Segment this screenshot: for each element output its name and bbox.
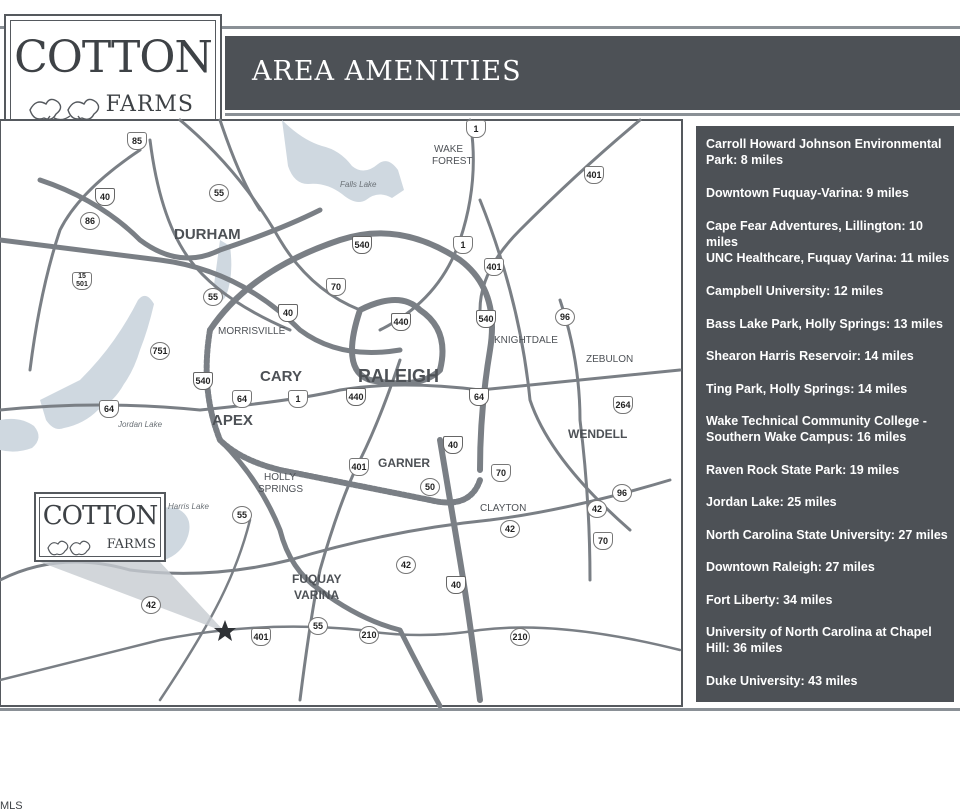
- route-shield: 40: [446, 576, 466, 594]
- route-shield: 55: [203, 288, 223, 306]
- amenity-item: Campbell University: 12 miles: [706, 284, 884, 298]
- mini-logo-subtitle: FARMS: [106, 537, 156, 552]
- amenity-item: Raven Rock State Park: 19 miles: [706, 463, 900, 477]
- amenity-item: Wake Technical Community College - Southern Wake Campus: 16 miles: [706, 414, 927, 444]
- city-wake-forest-1: WAKE: [434, 144, 464, 155]
- amenities-panel: [686, 120, 960, 706]
- city-wendell: WENDELL: [568, 427, 628, 441]
- city-apex: APEX: [212, 412, 253, 429]
- city-zebulon: ZEBULON: [586, 354, 634, 365]
- city-holly-1: HOLLY: [264, 472, 297, 483]
- map-location-logo: [34, 492, 166, 562]
- route-shield: 55: [308, 617, 328, 635]
- route-shield: 540: [476, 310, 496, 328]
- route-shield: 401: [584, 166, 604, 184]
- route-shield: 96: [612, 484, 632, 502]
- water-harris-lake: Harris Lake: [168, 502, 209, 511]
- route-shield: 540: [193, 372, 213, 390]
- route-shield: 401: [251, 628, 271, 646]
- city-fuquay-1: FUQUAY: [292, 572, 342, 586]
- route-shield: 42: [396, 556, 416, 574]
- mls-watermark: MLS: [0, 800, 23, 812]
- route-shield: 15 501: [72, 272, 92, 290]
- logo-name: COTTON: [14, 32, 212, 83]
- city-cary: CARY: [260, 368, 302, 385]
- route-shield: 264: [613, 396, 633, 414]
- amenity-item: Duke University: 43 miles: [706, 674, 858, 688]
- route-shield: 70: [593, 532, 613, 550]
- amenity-item: Downtown Fuquay-Varina: 9 miles: [706, 186, 909, 200]
- amenity-item: Ting Park, Holly Springs: 14 miles: [706, 382, 908, 396]
- amenity-item: North Carolina State University: 27 miles: [706, 528, 948, 542]
- logo-subtitle: FARMS: [105, 92, 194, 117]
- amenity-item: Bass Lake Park, Holly Springs: 13 miles: [706, 317, 943, 331]
- route-shield: 86: [80, 212, 100, 230]
- amenity-item: Shearon Harris Reservoir: 14 miles: [706, 349, 914, 363]
- mini-logo-name: COTTON: [42, 501, 158, 531]
- route-shield: 96: [555, 308, 575, 326]
- header-divider: [225, 113, 960, 116]
- amenity-item: Carroll Howard Johnson Environmental Park: 8 miles: [706, 137, 942, 167]
- city-morrisville: MORRISVILLE: [218, 326, 286, 337]
- amenity-item: Downtown Raleigh: 27 miles: [706, 560, 875, 574]
- route-shield: 1: [453, 236, 473, 254]
- city-fuquay-2: VARINA: [294, 588, 340, 602]
- route-shield: 70: [326, 278, 346, 296]
- city-durham: DURHAM: [174, 226, 241, 243]
- route-shield: 440: [346, 388, 366, 406]
- mini-cotton-icon: [44, 534, 94, 558]
- amenity-item: Cape Fear Adventures, Lillington: 10 miles: [706, 219, 923, 249]
- route-shield: 64: [99, 400, 119, 418]
- bottom-divider: [0, 708, 960, 711]
- route-shield: 40: [278, 304, 298, 322]
- route-shield: 85: [127, 132, 147, 150]
- city-raleigh: RALEIGH: [358, 366, 439, 386]
- amenities-list: [696, 126, 954, 702]
- area-map: [0, 120, 682, 812]
- route-shield: 50: [420, 478, 440, 496]
- route-shield: 55: [232, 506, 252, 524]
- city-clayton: CLAYTON: [480, 503, 527, 514]
- city-knightdale: KNIGHTDALE: [494, 335, 558, 346]
- amenity-item: Fort Liberty: 34 miles: [706, 593, 833, 607]
- route-shield: 42: [141, 596, 161, 614]
- route-shield: 70: [491, 464, 511, 482]
- amenity-item: UNC Healthcare, Fuquay Varina: 11 miles: [706, 251, 950, 265]
- city-holly-2: SPRINGS: [258, 484, 304, 495]
- water-falls-lake: Falls Lake: [340, 180, 377, 189]
- water-jordan-lake: Jordan Lake: [118, 420, 163, 429]
- route-shield: 64: [232, 390, 252, 408]
- route-shield: 210: [510, 628, 530, 646]
- city-wake-forest-2: FOREST: [432, 156, 473, 167]
- route-shield: 42: [500, 520, 520, 538]
- route-shield: 440: [391, 313, 411, 331]
- route-shield: 1: [466, 120, 486, 138]
- route-shield: 401: [484, 258, 504, 276]
- route-shield: 40: [443, 436, 463, 454]
- route-shield: 42: [587, 500, 607, 518]
- amenity-item: Jordan Lake: 25 miles: [706, 495, 837, 509]
- city-garner: GARNER: [378, 456, 431, 470]
- brand-logo: [4, 14, 222, 131]
- route-shield: 401: [349, 458, 369, 476]
- route-shield: 64: [469, 388, 489, 406]
- amenity-item: University of North Carolina at Chapel Hill: 36 miles: [706, 625, 932, 655]
- route-shield: 40: [95, 188, 115, 206]
- route-shield: 210: [359, 626, 379, 644]
- route-shield: 751: [150, 342, 170, 360]
- route-shield: 55: [209, 184, 229, 202]
- page-title: AREA AMENITIES: [252, 56, 522, 87]
- route-shield: 540: [352, 236, 372, 254]
- route-shield: 1: [288, 390, 308, 408]
